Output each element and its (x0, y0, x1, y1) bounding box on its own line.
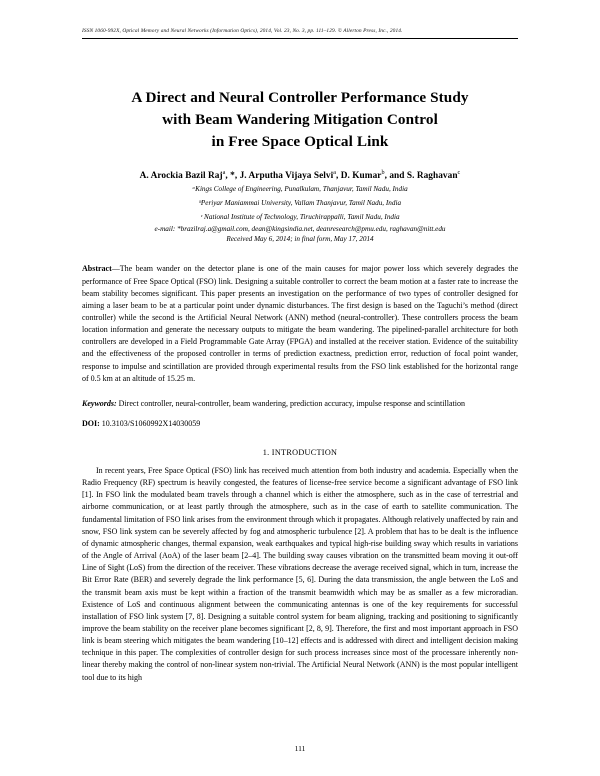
affiliation-b: ᵇPeriyar Maniammai University, Vallam Thanjavur, Tamil Nadu, India (198, 198, 402, 207)
title-line-3: in Free Space Optical Link (211, 133, 389, 151)
abstract-label: Abstract (82, 264, 112, 274)
keywords-label: Keywords: (82, 398, 117, 408)
introduction-body (82, 465, 518, 684)
journal-header-line: ISSN 1060-992X, Optical Memory and Neural Networks (Information Optics), 2014, Vol. 23, No. 3, pp. 111–129. © Allerton Press, Inc., 2014. (82, 28, 403, 34)
section-heading-introduction: 1. INTRODUCTION (262, 447, 338, 457)
page-number: 111 (294, 744, 306, 753)
keywords-block (82, 398, 518, 410)
doi-block (82, 419, 518, 428)
page-title (82, 87, 518, 153)
received-date: Received May 6, 2014; in final form, May 17, 2014 (226, 235, 374, 244)
title-line-2: with Beam Wandering Mitigation Control (162, 111, 438, 129)
introduction-paragraph: In recent years, Free Space Optical (FSO) link has received much attention from both industry and academia. Especially when the Radio Frequency (RF) spectrum is heavily congested, the features of license-free service become a significant advantage of FSO link [1]. In FSO link the modulated beam travels through a channel which is either the atmosphere, such as in the case of terrestrial and airborne communication, or at least partly through the atmosphere, such as in the case of earth to satellite communication. The fundamental limitation of FSO link arises from the environment through which it propagates. Although relatively unaffected by rain and snow, FSO link system can be severely affected by fog and atmospheric turbulence [2]. A problem that has to be dealt is the influence of dynamic atmospheric changes, thermal expansion, weak earthquakes and typical high-rise building sway which results in variations of the Angle of Arrival (AoA) of the laser beam [2–4]. The building sway causes vibration on the transmitted beam moving it out-off Line of Sight (LoS) from the direction of the receiver. These vibrations decrease the average received signal, which in turn, increase the Bit Error Rate (BER) and severely degrade the link performance [5, 6]. During the data transmission, the angle between the LoS and the transmit beam axis must be kept within a fraction of the transmit beamwidth which may be as smaller as a few microradian. Existence of LoS and continuous alignment between the communicating antennas is one of the key requirements for successful installation of FSO link system [7, 8]. Designing a suitable control system for beam aligning, tracking and positioning to significantly improve the beam stability on the receiver plane becomes significant [2, 8, 9]. Therefore, the first and most important approach in FSO link is beam steering which mitigates the beam wandering [10–12] effects and is addressed with direct and intelligent decision making technique in this paper. The complexities of controller design for such process increases since most of the processare inherently non-linear thereby making the control of non-linear system non-trivial. The Artificial Neural Network (ANN) is the most popular intelligent tool due to its high (82, 465, 518, 682)
abstract-block (82, 263, 518, 385)
paper-content (82, 28, 518, 684)
abstract-text: —The beam wander on the detector plane is one of the main causes for major power loss which severely degrades the performance of Free Space Optical (FSO) link. Designing a suitable controller to correct the beam motion at a faster rate to increase the beam stability becomes significant. This paper presents an investigation on the performance of two types of controller designed for aiming a laser beam to be at a particular point under dynamic disturbances. The first design is based on the Taguchi’s method (direct controller) while the second is the Artificial Neural Network (ANN) method (neural-controller). These controllers process the beam location information and generate the necessary outputs to mitigate the beam wandering. The pipelined-parallel architecture for both controllers are developed in a Field Programmable Gate Array (FPGA) and installed at the receiver station. Evidence of the suitability and the effectiveness of the proposed controller in terms of prediction exactness, prediction error, reduction of focal point wander, response to impulse and scintillation are provided through experimental results from the FSO link established for the horizontal range of 0.5 km at an altitude of 15.25 m. (82, 264, 518, 383)
affiliation-c: ᶜ National Institute of Technology, Tiruchirappalli, Tamil Nadu, India (200, 212, 400, 221)
title-line-1: A Direct and Neural Controller Performance Study (131, 89, 469, 106)
affiliation-a: ᵃKings College of Engineering, Punalkulam, Thanjavur, Tamil Nadu, India (192, 185, 408, 194)
doi-label: DOI: (82, 418, 100, 428)
author-email-line: e-mail: *brazilraj.a@gmail.com, dean@kingsindia.net, deanresearch@pmu.edu, raghavan@nitt.edu (154, 224, 446, 233)
header-divider (82, 38, 518, 39)
doi-value: 10.3103/S1060992X14030059 (99, 418, 201, 428)
keywords-text: Direct controller, neural-controller, beam wandering, prediction accuracy, impulse response and scintillation (116, 398, 465, 408)
author-list: A. Arockia Bazil Raj$^a$, *, J. Arputha Vijaya Selvi$^a$, D. Kumar$^b$, and S. Raghavan$^c$ (139, 169, 461, 182)
